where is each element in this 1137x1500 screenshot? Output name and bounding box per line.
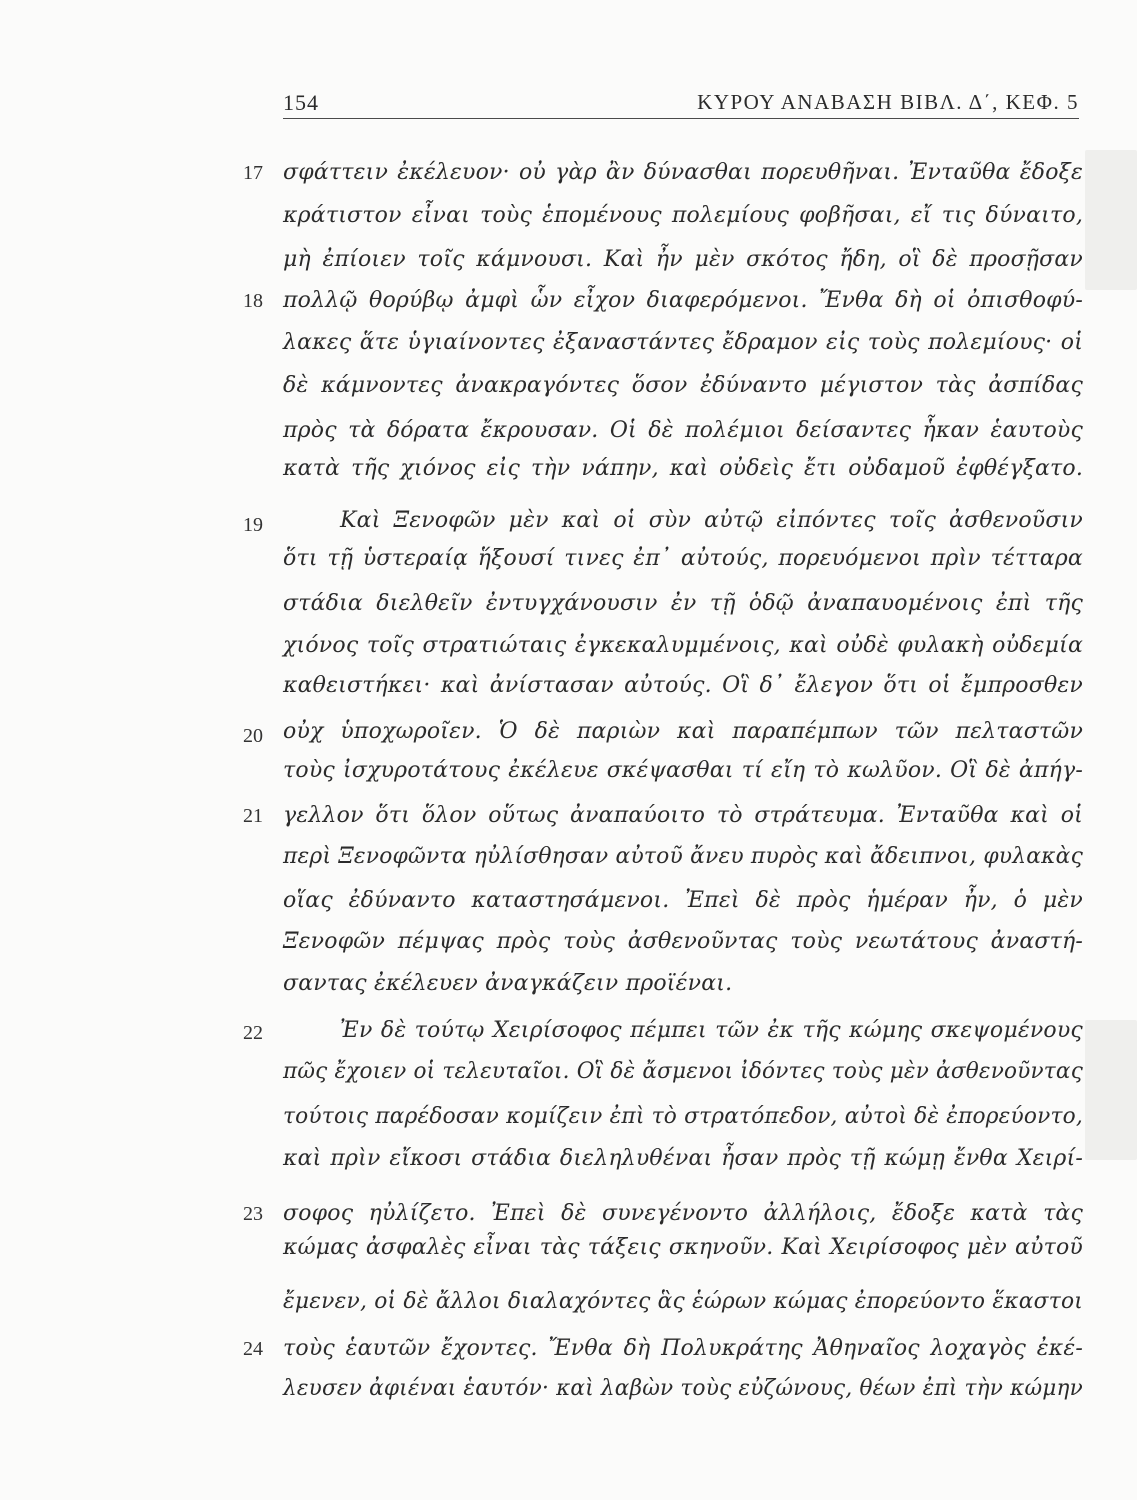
text-line (283, 281, 1083, 321)
text-line (283, 922, 1083, 962)
text-line (283, 449, 1083, 489)
text-line (283, 366, 1083, 406)
line-text: τοὺς ἰσχυροτάτους ἐκέλευε σκέψασθαι τί εἴη τὸ κωλῦον. Οἳ δὲ ἀπήγ- (283, 758, 1083, 783)
line-text: γελλον ὅτι ὅλον οὕτως ἀναπαύοιτο τὸ στράτευμα. Ἐνταῦθα καὶ οἱ (283, 803, 1084, 828)
line-text: πῶς ἔχοιεν οἱ τελευταῖοι. Οἳ δὲ ἄσμενοι ἰδόντες τοὺς μὲν ἀσθενοῦντας (283, 1059, 1083, 1084)
line-text: πολλῷ θορύβῳ ἀμφὶ ὧν εἶχον διαφερόμενοι. Ἔνθα δὴ οἱ ὀπισθοφύ- (283, 288, 1083, 313)
section-number: 17 (243, 162, 263, 184)
text-line (283, 964, 1083, 1004)
text-line (283, 712, 1083, 752)
line-text: κώμας ἀσφαλὲς εἶναι τὰς τάξεις σκηνοῦν. Καὶ Χειρίσοφος μὲν αὐτοῦ (283, 1235, 1083, 1260)
line-text: σαντας ἐκέλευεν ἀναγκάζειν προϊέναι. (283, 971, 733, 996)
text-line (283, 751, 1083, 791)
line-text: σφάττειν ἐκέλευον· οὐ γὰρ ἂν δύνασθαι πορευθῆναι. Ἐνταῦθα ἔδοξε (283, 160, 1084, 185)
section-number: 18 (243, 290, 263, 312)
text-line (340, 1011, 1083, 1051)
text-line (283, 1052, 1083, 1092)
show-through-mark (1085, 1020, 1137, 1160)
line-text: κατὰ τῆς χιόνος εἰς τὴν νάπην, καὶ οὐδεὶς ἔτι οὐδαμοῦ ἐφθέγξατο. (283, 456, 1084, 481)
running-title: ΚΥΡΟΥ ΑΝΑΒΑΣΗ ΒΙΒΛ. Δ΄, ΚΕΦ. 5 (697, 90, 1079, 114)
show-through-mark (1085, 150, 1137, 290)
line-text: λευσεν ἀφιέναι ἑαυτόν· καὶ λαβὼν τοὺς εὐζώνους, θέων ἐπὶ τὴν κώμην (283, 1376, 1083, 1401)
text-line (340, 501, 1083, 541)
text-line (283, 153, 1083, 193)
line-text: Καὶ Ξενοφῶν μὲν καὶ οἱ σὺν αὐτῷ εἰπόντες τοῖς ἀσθενοῦσιν (340, 508, 1083, 533)
text-line (283, 796, 1083, 836)
section-number: 23 (243, 1203, 263, 1225)
text-line (283, 666, 1083, 706)
line-text: Ἐν δὲ τούτῳ Χειρίσοφος πέμπει τῶν ἐκ τῆς κώμης σκεψομένους (340, 1018, 1083, 1043)
line-text: τούτοις παρέδοσαν κομίζειν ἐπὶ τὸ στρατόπεδον, αὐτοὶ δὲ ἐπορεύοντο, (283, 1104, 1083, 1129)
section-number: 21 (243, 805, 263, 827)
section-number: 20 (243, 725, 263, 747)
text-line (283, 1228, 1083, 1268)
text-line (283, 584, 1083, 624)
line-text: Ξενοφῶν πέμψας πρὸς τοὺς ἀσθενοῦντας τοὺς νεωτάτους ἀναστή- (283, 929, 1083, 954)
running-header (283, 84, 1079, 119)
line-text: πρὸς τὰ δόρατα ἔκρουσαν. Οἱ δὲ πολέμιοι δείσαντες ἧκαν ἑαυτοὺς (283, 418, 1083, 443)
text-line (283, 837, 1083, 877)
line-text: κράτιστον εἶναι τοὺς ἑπομένους πολεμίους φοβῆσαι, εἴ τις δύναιτο, (283, 203, 1084, 228)
line-text: λακες ἅτε ὑγιαίνοντες ἐξαναστάντες ἔδραμον εἰς τοὺς πολεμίους· οἱ (283, 330, 1084, 355)
line-text: μὴ ἐπίοιεν τοῖς κάμνουσι. Καὶ ἦν μὲν σκότος ἤδη, οἳ δὲ προσῇσαν (283, 247, 1084, 272)
text-line (283, 1097, 1083, 1137)
line-text: ἔμενεν, οἱ δὲ ἄλλοι διαλαχόντες ἃς ἑώρων κώμας ἐπορεύοντο ἕκαστοι (283, 1289, 1084, 1314)
line-text: τοὺς ἑαυτῶν ἔχοντες. Ἔνθα δὴ Πολυκράτης Ἀθηναῖος λοχαγὸς ἐκέ- (283, 1336, 1084, 1361)
section-number: 24 (243, 1338, 263, 1360)
line-text: καὶ πρὶν εἴκοσι στάδια διεληλυθέναι ἦσαν πρὸς τῇ κώμῃ ἔνθα Χειρί- (283, 1146, 1084, 1171)
text-line (283, 1282, 1083, 1322)
text-line (283, 1139, 1083, 1179)
line-text: οἵας ἐδύναντο καταστησάμενοι. Ἐπεὶ δὲ πρὸς ἡμέραν ἦν, ὁ μὲν (283, 888, 1084, 913)
line-text: σοφος ηὐλίζετο. Ἐπεὶ δὲ συνεγένοντο ἀλλήλοις, ἔδοξε κατὰ τὰς (283, 1201, 1084, 1226)
text-line (283, 1329, 1083, 1369)
text-line (283, 881, 1083, 921)
line-text: ὅτι τῇ ὑστεραίᾳ ἥξουσί τινες ἐπ᾽ αὐτούς, πορευόμενοι πρὶν τέτταρα (283, 546, 1083, 571)
line-text: περὶ Ξενοφῶντα ηὐλίσθησαν αὐτοῦ ἄνευ πυρὸς καὶ ἄδειπνοι, φυλακὰς (283, 844, 1084, 869)
line-text: χιόνος τοῖς στρατιώταις ἐγκεκαλυμμένοις, καὶ οὐδὲ φυλακὴ οὐδεμία (283, 633, 1084, 658)
text-line (283, 626, 1083, 666)
line-text: δὲ κάμνοντες ἀνακραγόντες ὅσον ἐδύναντο μέγιστον τὰς ἀσπίδας (283, 373, 1083, 398)
line-text: οὐχ ὑποχωροῖεν. Ὁ δὲ παριὼν καὶ παραπέμπων τῶν πελταστῶν (283, 719, 1084, 744)
section-number: 22 (243, 1022, 263, 1044)
text-line (283, 240, 1083, 280)
text-line (283, 323, 1083, 363)
text-line (283, 539, 1083, 579)
text-line (283, 1369, 1083, 1409)
section-number: 19 (243, 514, 263, 536)
line-text: στάδια διελθεῖν ἐντυγχάνουσιν ἐν τῇ ὁδῷ ἀναπαυομένοις ἐπὶ τῆς (283, 591, 1083, 616)
text-line (283, 196, 1083, 236)
text-line (283, 411, 1083, 451)
page-number: 154 (283, 90, 319, 115)
line-text: καθειστήκει· καὶ ἀνίστασαν αὐτούς. Οἳ δ᾽ ἔλεγον ὅτι οἱ ἔμπροσθεν (283, 673, 1083, 698)
